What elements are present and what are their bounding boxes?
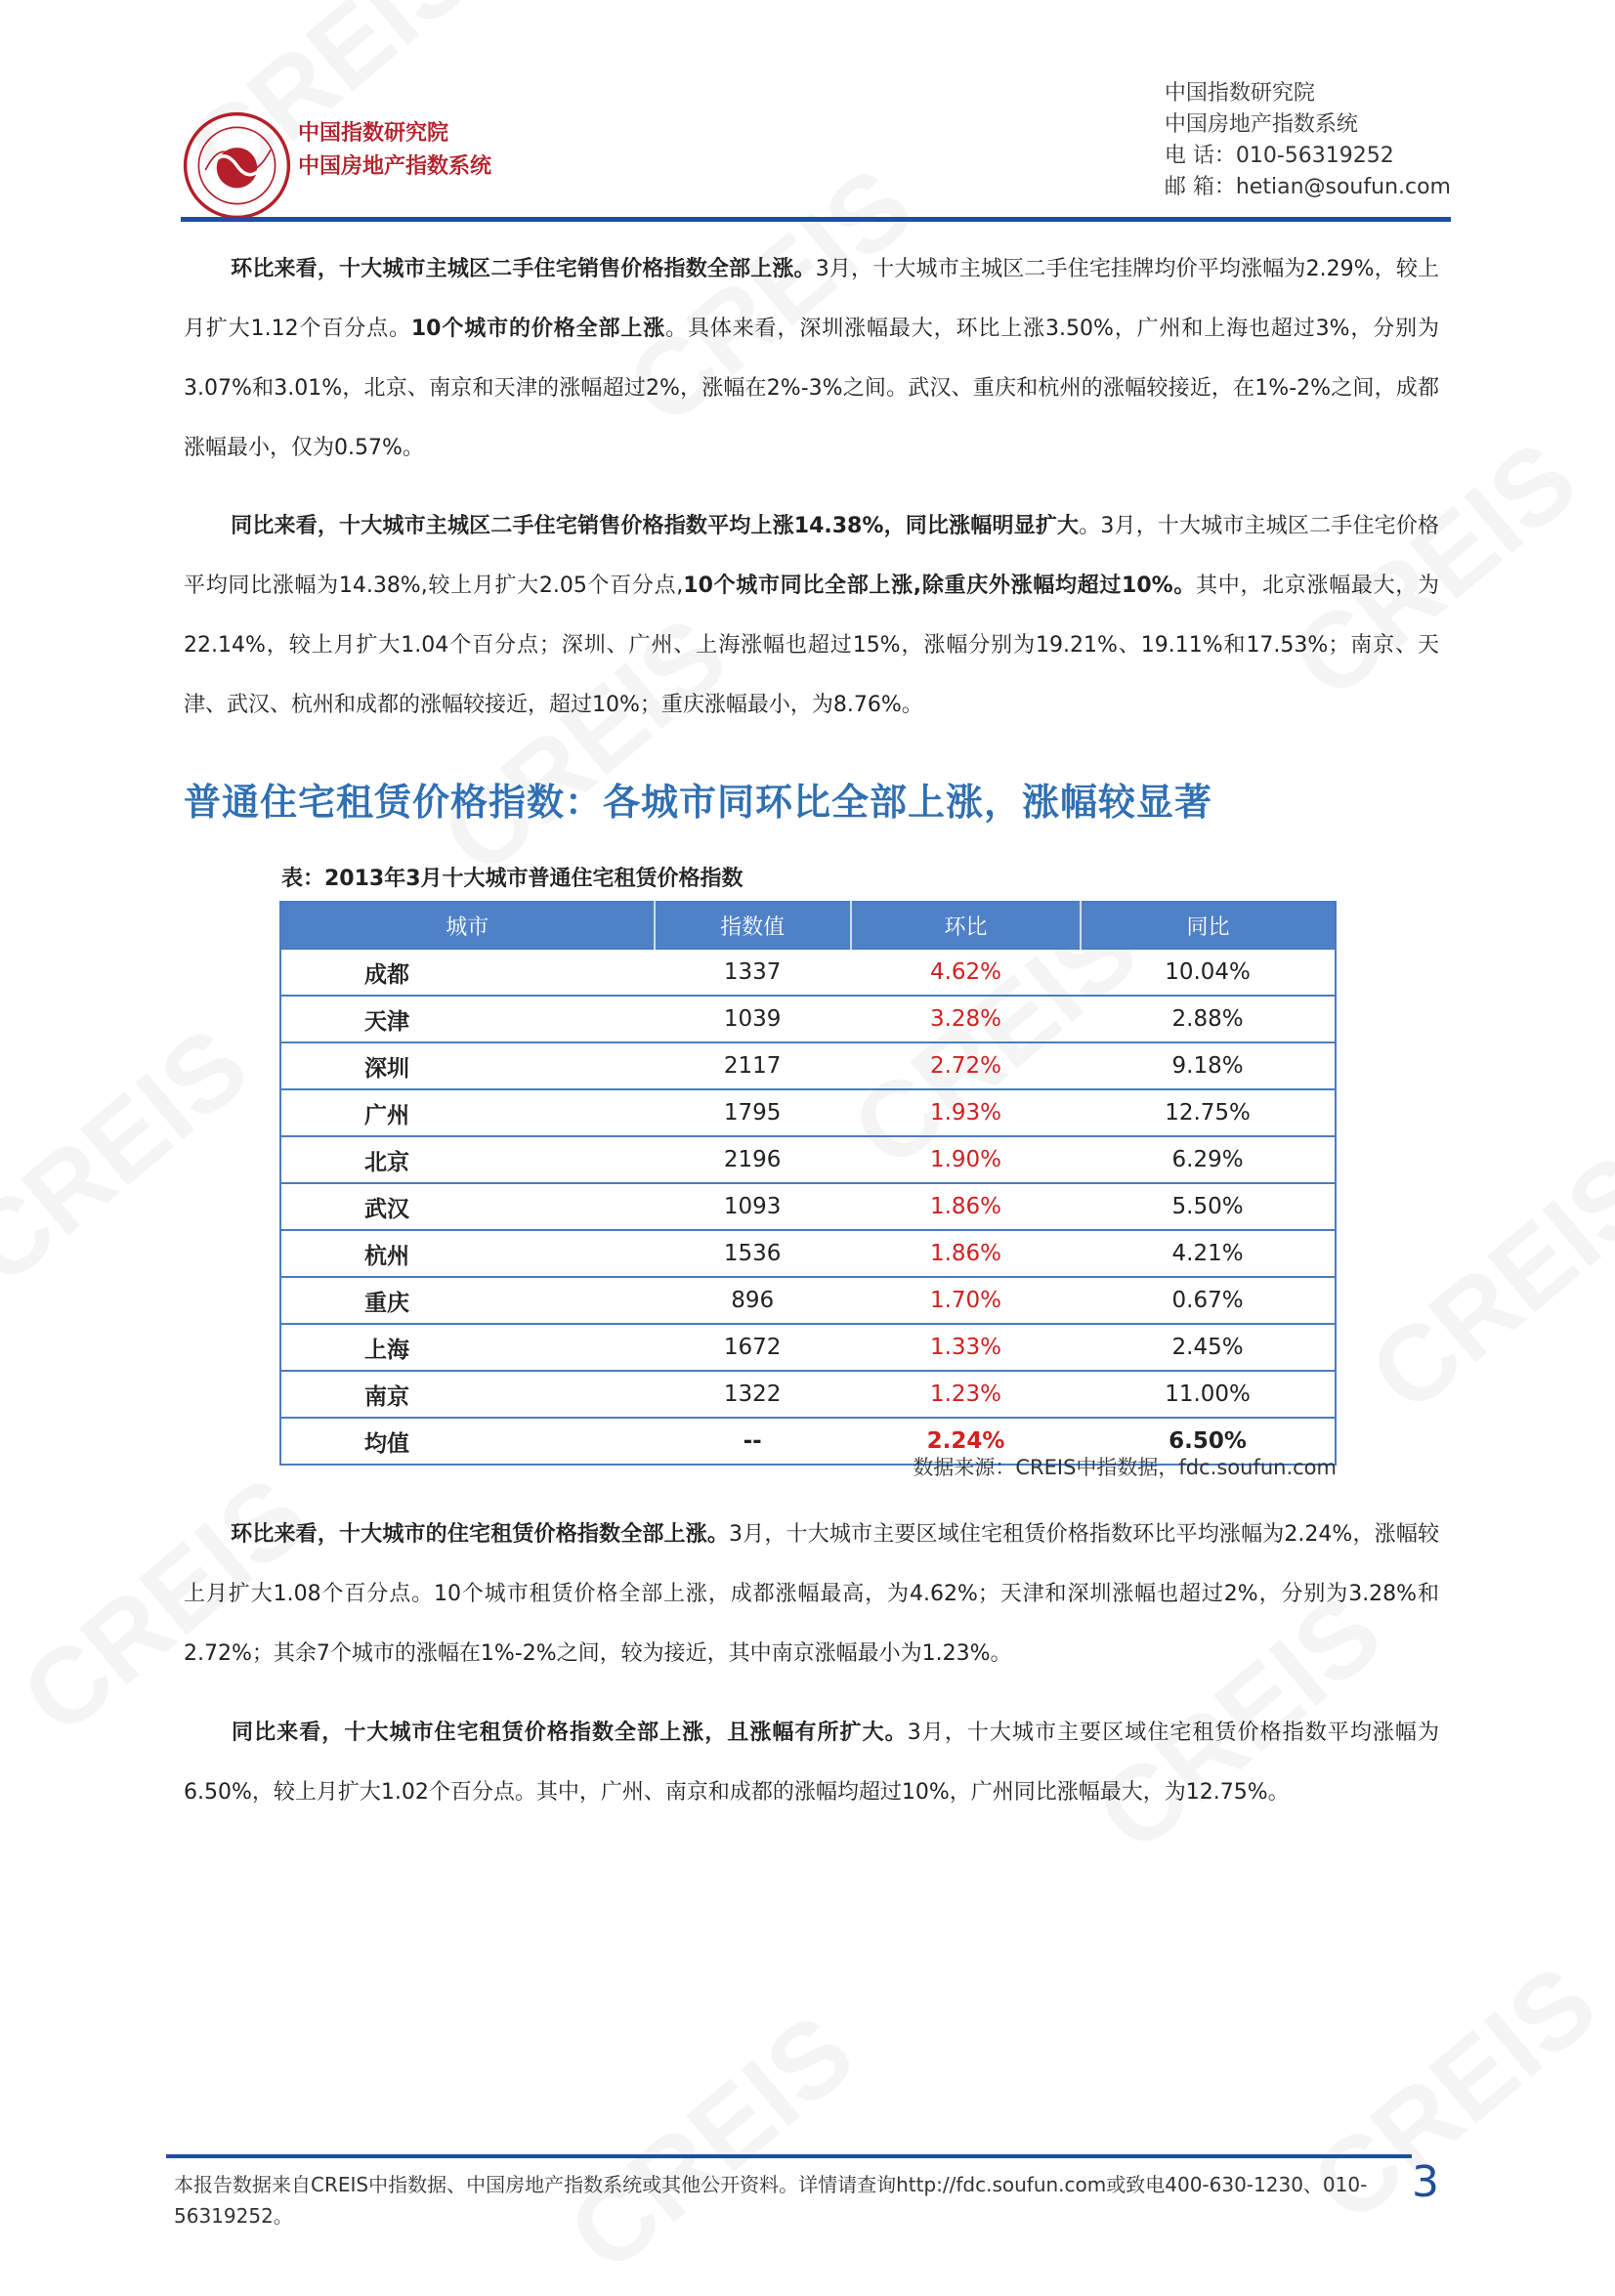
table-row (280, 1136, 1336, 1183)
cell-mom: 1.33% (851, 1324, 1081, 1371)
paragraph-text: 3月，十大城市主要区域住宅租赁价格指数环比平均涨幅为2.24%，涨幅较上月扩大1.08个百分点。10个城市租赁价格全部上涨，成都涨幅最高，为4.62%；天津和深圳涨幅也超过2%，分别为3.28%和2.72%；其余7个城市的涨幅在1%-2%之间，较为接近，其中南京涨幅最小为1.23%。 (184, 1522, 1439, 1666)
cell-city: 深圳 (280, 1042, 655, 1089)
cell-city: 成都 (280, 949, 655, 996)
table-row (280, 1042, 1336, 1089)
table-row (280, 1183, 1336, 1230)
page-header (181, 68, 1451, 225)
institute-logo (181, 109, 293, 222)
cell-index: 2196 (655, 1136, 851, 1183)
cell-index: 1672 (655, 1324, 851, 1371)
cell-index: 2117 (655, 1042, 851, 1089)
paragraph-lead: 同比来看，十大城市主城区二手住宅销售价格指数平均上涨14.38%，同比涨幅明显扩大 (231, 514, 1080, 538)
cell-yoy: 0.67% (1081, 1277, 1336, 1324)
cell-mom: 1.86% (851, 1230, 1081, 1277)
cell-city: 南京 (280, 1371, 655, 1418)
cell-yoy: 4.21% (1081, 1230, 1336, 1277)
cell-yoy: 6.29% (1081, 1136, 1336, 1183)
paragraph-month-on-month-resale (184, 239, 1439, 478)
column-header-city: 城市 (280, 902, 655, 949)
table-row (280, 1230, 1336, 1277)
table-row (280, 996, 1336, 1042)
paragraph-year-on-year-resale (184, 496, 1439, 735)
cell-mom: 3.28% (851, 996, 1081, 1042)
cell-yoy: 2.45% (1081, 1324, 1336, 1371)
cell-index: 1322 (655, 1371, 851, 1418)
paragraph-text: 其中，北京涨幅最大，为22.14%，较上月扩大1.04个百分点；深圳、广州、上海涨幅也超过15%，涨幅分别为19.21%、19.11%和17.53%；南京、天津、武汉、杭州和成都的涨幅较接近，超过10%；重庆涨幅最小，为8.76%。 (184, 574, 1439, 717)
cell-index: 1093 (655, 1183, 851, 1230)
cell-city: 均值 (280, 1418, 655, 1465)
contact-email: 邮 箱：hetian@soufun.com (1164, 175, 1451, 199)
paragraph-highlight: 10个城市的价格全部上涨 (410, 317, 666, 341)
paragraph-lead: 同比来看，十大城市住宅租赁价格指数全部上涨，且涨幅有所扩大。 (231, 1721, 908, 1745)
cell-mom: 1.23% (851, 1371, 1081, 1418)
paragraph-highlight: 10个城市同比全部上涨,除重庆外涨幅均超过10%。 (683, 574, 1197, 598)
cell-index: -- (655, 1418, 851, 1465)
contact-line: 中国指数研究院 (1164, 81, 1315, 106)
table-caption: 表：2013年3月十大城市普通住宅租赁价格指数 (281, 867, 744, 891)
cell-yoy: 2.88% (1081, 996, 1336, 1042)
cell-yoy: 12.75% (1081, 1089, 1336, 1136)
page-number: 3 (1412, 2157, 1439, 2207)
contact-phone: 电 话：010-56319252 (1164, 144, 1394, 168)
watermark-creis (546, 1990, 877, 2296)
cell-yoy: 6.50% (1081, 1418, 1336, 1465)
cell-city: 杭州 (280, 1230, 655, 1277)
watermark-creis (1347, 1130, 1615, 1436)
table-row (280, 1089, 1336, 1136)
cell-city: 武汉 (280, 1183, 655, 1230)
cell-mom: 2.72% (851, 1042, 1081, 1089)
cell-yoy: 11.00% (1081, 1371, 1336, 1418)
cell-mom: 2.24% (851, 1418, 1081, 1465)
table-row (280, 1324, 1336, 1371)
cell-city: 北京 (280, 1136, 655, 1183)
org-line-1: 中国指数研究院 (298, 121, 449, 146)
org-name (298, 117, 491, 184)
cell-mom: 1.93% (851, 1089, 1081, 1136)
paragraph-lead: 环比来看，十大城市的住宅租赁价格指数全部上涨。 (231, 1522, 730, 1547)
paragraph-text: 。3月，十大城市主城区二手住宅价格平均同比涨幅为14.38%,较上月扩大2.05个百分点, (184, 514, 1439, 598)
paragraph-text: 。具体来看，深圳涨幅最大，环比上涨3.50%，广州和上海也超过3%，分别为3.07%和3.01%，北京、南京和天津的涨幅超过2%，涨幅在2%-3%之间。武汉、重庆和杭州的涨幅较接近，在1%-2%之间，成都涨幅最小，仅为0.57%。 (184, 317, 1439, 460)
column-header-yoy: 同比 (1081, 902, 1336, 949)
cell-city: 广州 (280, 1089, 655, 1136)
header-rule (181, 217, 1451, 222)
footer-note: 本报告数据来自CREIS中指数据、中国房地产指数系统或其他公开资料。详情请查询http://fdc.soufun.com或致电400-630-1230、010-56319252。 (174, 2173, 1368, 2228)
cell-mom: 4.62% (851, 949, 1081, 996)
section-title: 普通住宅租赁价格指数：各城市同环比全部上涨，涨幅较显著 (184, 781, 1213, 824)
cell-yoy: 9.18% (1081, 1042, 1336, 1089)
table-row (280, 1277, 1336, 1324)
contact-block (1165, 78, 1451, 203)
column-header-index: 指数值 (655, 902, 851, 949)
column-header-mom: 环比 (851, 902, 1081, 949)
org-line-2: 中国房地产指数系统 (298, 154, 492, 179)
paragraph-lead: 环比来看，十大城市主城区二手住宅销售价格指数全部上涨。 (231, 257, 816, 281)
cell-city: 天津 (280, 996, 655, 1042)
table-row (280, 949, 1336, 996)
cell-index: 896 (655, 1277, 851, 1324)
cell-yoy: 10.04% (1081, 949, 1336, 996)
paragraph-text: 3月，十大城市主要区域住宅租赁价格指数平均涨幅为6.50%，较上月扩大1.02个百分点。其中，广州、南京和成都的涨幅均超过10%，广州同比涨幅最大，为12.75%。 (184, 1721, 1439, 1805)
cell-index: 1039 (655, 996, 851, 1042)
paragraph-month-on-month-rent (184, 1505, 1439, 1683)
table-source: 数据来源：CREIS中指数据，fdc.soufun.com (913, 1456, 1337, 1479)
cell-mom: 1.70% (851, 1277, 1081, 1324)
cell-city: 重庆 (280, 1277, 655, 1324)
cell-yoy: 5.50% (1081, 1183, 1336, 1230)
cell-city: 上海 (280, 1324, 655, 1371)
cell-index: 1795 (655, 1089, 851, 1136)
table-header-row (280, 902, 1336, 949)
cell-index: 1337 (655, 949, 851, 996)
cell-mom: 1.86% (851, 1183, 1081, 1230)
paragraph-year-on-year-rent (184, 1703, 1439, 1822)
footer-rule (166, 2154, 1412, 2158)
table-row (280, 1371, 1336, 1418)
cell-mom: 1.90% (851, 1136, 1081, 1183)
contact-line: 中国房地产指数系统 (1164, 112, 1358, 137)
cell-index: 1536 (655, 1230, 851, 1277)
watermark-creis (0, 1003, 272, 1309)
rent-index-table (279, 901, 1337, 1466)
paragraph-text: 3月，十大城市主城区二手住宅挂牌均价平均涨幅为2.29%，较上月扩大1.12个百分点。 (184, 257, 1439, 341)
